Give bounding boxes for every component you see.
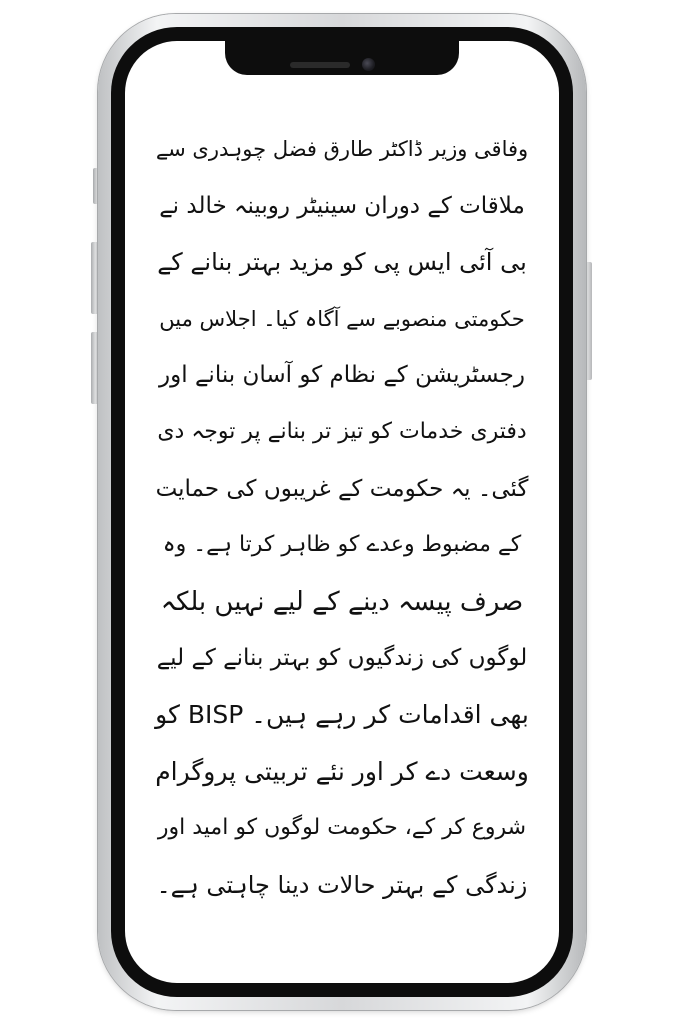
- text-line: بھی اقدامات کر رہے ہیں۔ BISP کو: [155, 699, 529, 729]
- text-line: رجسٹریشن کے نظام کو آسان بنانے اور: [159, 362, 525, 389]
- text-line: صرف پیسہ دینے کے لیے نہیں بلکہ: [160, 586, 524, 617]
- text-line: حکومتی منصوبے سے آگاہ کیا۔ اجلاس میں: [159, 306, 525, 331]
- text-line: وفاقی وزیر ڈاکٹر طارق فضل چوہدری سے: [155, 137, 529, 161]
- speaker-grille: [290, 62, 350, 68]
- text-line: شروع کر کے، حکومت لوگوں کو امید اور: [157, 815, 527, 841]
- text-line: کے مضبوط وعدے کو ظاہر کرتا ہے۔ وہ: [162, 532, 522, 558]
- text-line: زندگی کے بہتر حالات دینا چاہتی ہے۔: [156, 870, 528, 899]
- notch: [225, 41, 459, 75]
- text-line: ملاقات کے دوران سینیٹر روبینہ خالد نے: [159, 192, 525, 219]
- text-line: گئی۔ یہ حکومت کے غریبوں کی حمایت: [155, 475, 529, 502]
- text-line: لوگوں کی زندگیوں کو بہتر بنانے کے لیے: [156, 645, 528, 672]
- phone-bezel: [111, 27, 573, 997]
- phone-screen: [125, 41, 559, 983]
- text-line: بی آئی ایس پی کو مزید بہتر بنانے کے: [157, 248, 527, 277]
- text-line: دفتری خدمات کو تیز تر بنانے پر توجہ دی: [157, 418, 527, 444]
- article-text: [155, 121, 529, 913]
- front-camera-icon: [362, 58, 375, 71]
- text-line: وسعت دے کر اور نئے تربیتی پروگرام: [155, 756, 529, 786]
- phone-frame: [98, 14, 586, 1010]
